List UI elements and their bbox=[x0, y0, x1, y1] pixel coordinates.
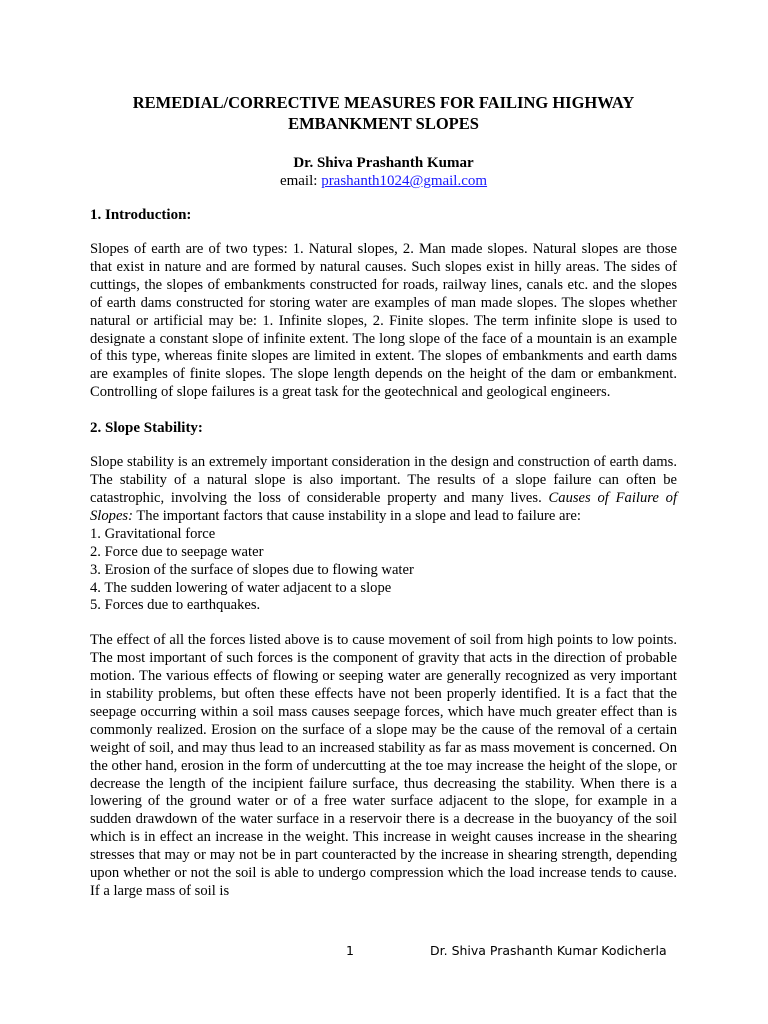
causes-italic-label: Causes of Failure of Slopes: bbox=[90, 489, 677, 524]
section-heading-slope-stability: 2. Slope Stability: bbox=[90, 420, 203, 437]
page-number: 1 bbox=[346, 943, 354, 958]
title-line-1: REMEDIAL/CORRECTIVE MEASURES FOR FAILING HIGHWAY bbox=[132, 93, 635, 112]
footer-author: Dr. Shiva Prashanth Kumar Kodicherla bbox=[430, 943, 667, 958]
introduction-paragraph: Slopes of earth are of two types: 1. Natural slopes, 2. Man made slopes. Natural slopes are those that exist in nature and are formed by natural causes. Such slopes exist in hilly areas. The sides of cuttings, the slopes of embankments constructed for roads, railway lines, canals etc. and the slopes of earth dams constructed for storing water are examples of man made slopes. The slopes whether natural or artificial may be: 1. Infinite slopes, 2. Finite slopes. The term infinite slope is used to designate a constant slope of infinite extent. The long slope of the face of a mountain is an example of this type, whereas finite slopes are limited in extent. The slopes of embankments and earth dams are examples of finite slopes. The slope length depends on the height of the dam or embankment. Controlling of slope failures is a great task for the geotechnical and geological engineers. bbox=[90, 241, 677, 401]
causes-list bbox=[90, 526, 677, 616]
list-item: 2. Force due to seepage water bbox=[90, 543, 264, 560]
slope-stability-paragraph bbox=[90, 454, 677, 526]
effects-paragraph: The effect of all the forces listed above is to cause movement of soil from high points to low points. The most important of such forces is the component of gravity that acts in the direction of probable motion. The various effects of flowing or seeping water are generally recognized as very important in stability problems, but often these effects have not been properly identified. It is a fact that the seepage occurring within a soil mass causes seepage forces, which have much greater effect than is commonly realized. Erosion on the surface of a slope may be the cause of the removal of a certain weight of soil, and may thus lead to an increased stability as far as mass movement is concerned. On the other hand, erosion in the form of undercutting at the toe may increase the height of the slope, or decrease the length of the incipient failure surface, thus decreasing the stability. When there is a lowering of the ground water or of a free water surface adjacent to the slope, for example in a sudden drawdown of the water surface in a reservoir there is a decrease in the buoyancy of the soil which is in effect an increase in the weight. This increase in weight causes increase in the shearing stresses that may or may not be in part counteracted by the increase in shearing strength, depending upon whether or not the soil is able to undergo compression which the load increase tends to cause. If a large mass of soil is bbox=[90, 632, 677, 899]
email-line bbox=[90, 172, 677, 190]
list-item: 1. Gravitational force bbox=[90, 525, 216, 542]
section-heading-introduction: 1. Introduction: bbox=[90, 207, 192, 223]
list-item: 5. Forces due to earthquakes. bbox=[90, 597, 261, 614]
list-item: 4. The sudden lowering of water adjacent to a slope bbox=[90, 579, 392, 596]
document-title bbox=[90, 92, 677, 134]
email-link[interactable]: prashanth1024@gmail.com bbox=[321, 173, 488, 189]
stability-text: Slope stability is an extremely important consideration in the design and construction of earth dams. The stability of a natural slope is also important. The results of a slope failure can often be catastrophic, involving the loss of considerable property and many lives. bbox=[90, 454, 677, 506]
causes-text: The important factors that cause instability in a slope and lead to failure are: bbox=[136, 507, 581, 524]
email-label: email: bbox=[279, 173, 318, 189]
list-item: 3. Erosion of the surface of slopes due to flowing water bbox=[90, 561, 414, 578]
document-page bbox=[90, 92, 677, 901]
title-line-2: EMBANKMENT SLOPES bbox=[288, 114, 479, 133]
author-name: Dr. Shiva Prashanth Kumar bbox=[293, 155, 474, 171]
